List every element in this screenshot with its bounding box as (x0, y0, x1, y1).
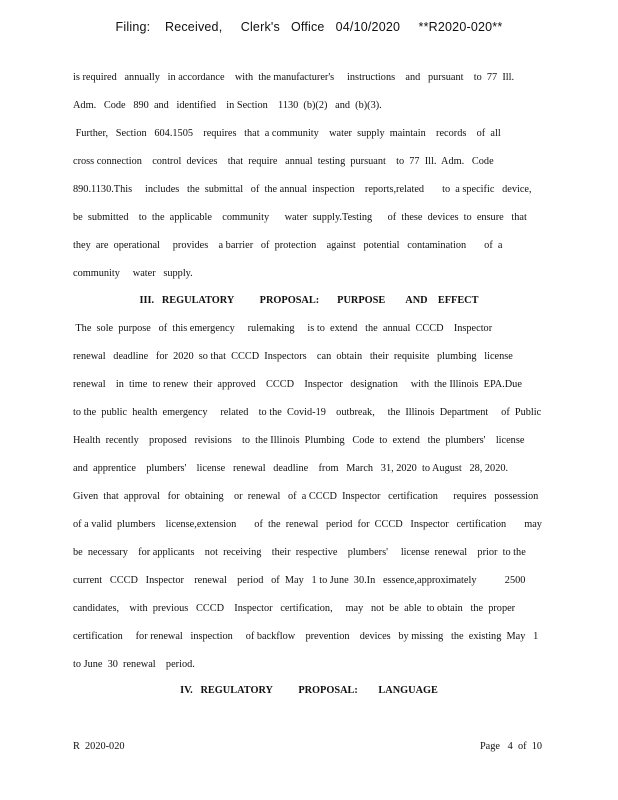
body-line: cross connection control devices that require annual testing pursuant to 77 Ill. Adm. Code (73, 156, 494, 167)
body-line: community water supply. (73, 268, 193, 279)
body-line: certification for renewal inspection of backflow prevention devices by missing the existing May 1 (73, 631, 539, 642)
body-line: 890.1130.This includes the submittal of the annual inspection reports,related to a specific device, (73, 184, 532, 195)
footer-page-number: Page 4 of 10 (479, 741, 542, 752)
footer-docket: R 2020-020 (73, 741, 125, 752)
body-line: Given that approval for obtaining or renewal of a CCCD Inspector certification requires possession (73, 491, 539, 502)
body-line: to the public health emergency related to the Covid-19 outbreak, the Illinois Department of Public (73, 407, 542, 418)
filing-header: Filing: Received, Clerk's Office 04/10/2020 **R2020-020** (115, 20, 503, 34)
body-line: The sole purpose of this emergency rulemaking is to extend the annual CCCD Inspector (73, 323, 493, 334)
body-line: Health recently proposed revisions to the Illinois Plumbing Code to extend the plumbers' license (73, 435, 525, 446)
body-line: is required annually in accordance with the manufacturer's instructions and pursuant to 77 Ill. (73, 72, 515, 83)
body-line: candidates, with previous CCCD Inspector certification, may not be able to obtain the proper (73, 603, 516, 614)
body-line: renewal deadline for 2020 so that CCCD Inspectors can obtain their requisite plumbing license (73, 351, 513, 362)
body-line: they are operational provides a barrier of protection against potential contamination of a (73, 240, 503, 251)
section-heading-iii: III. REGULATORY PROPOSAL: PURPOSE AND EFFECT (139, 295, 479, 306)
body-line: Adm. Code 890 and identified in Section 1130 (b)(2) and (b)(3). (73, 100, 382, 111)
body-line: renewal in time to renew their approved CCCD Inspector designation with the Illinois EPA.Due (73, 379, 522, 390)
body-line: be submitted to the applicable community water supply.Testing of these devices to ensure that (73, 212, 527, 223)
body-line: and apprentice plumbers' license renewal deadline from March 31, 2020 to August 28, 2020. (73, 463, 509, 474)
section-heading-iv: IV. REGULATORY PROPOSAL: LANGUAGE (180, 685, 438, 696)
body-line: of a valid plumbers license,extension of the renewal period for CCCD Inspector certification may (73, 519, 542, 530)
body-line: current CCCD Inspector renewal period of May 1 to June 30.In essence,approximately 2500 (73, 575, 526, 586)
body-line: Further, Section 604.1505 requires that a community water supply maintain records of all (73, 128, 501, 139)
body-line: to June 30 renewal period. (73, 659, 195, 670)
body-line: be necessary for applicants not receiving their respective plumbers' license renewal prior to the (73, 547, 526, 558)
